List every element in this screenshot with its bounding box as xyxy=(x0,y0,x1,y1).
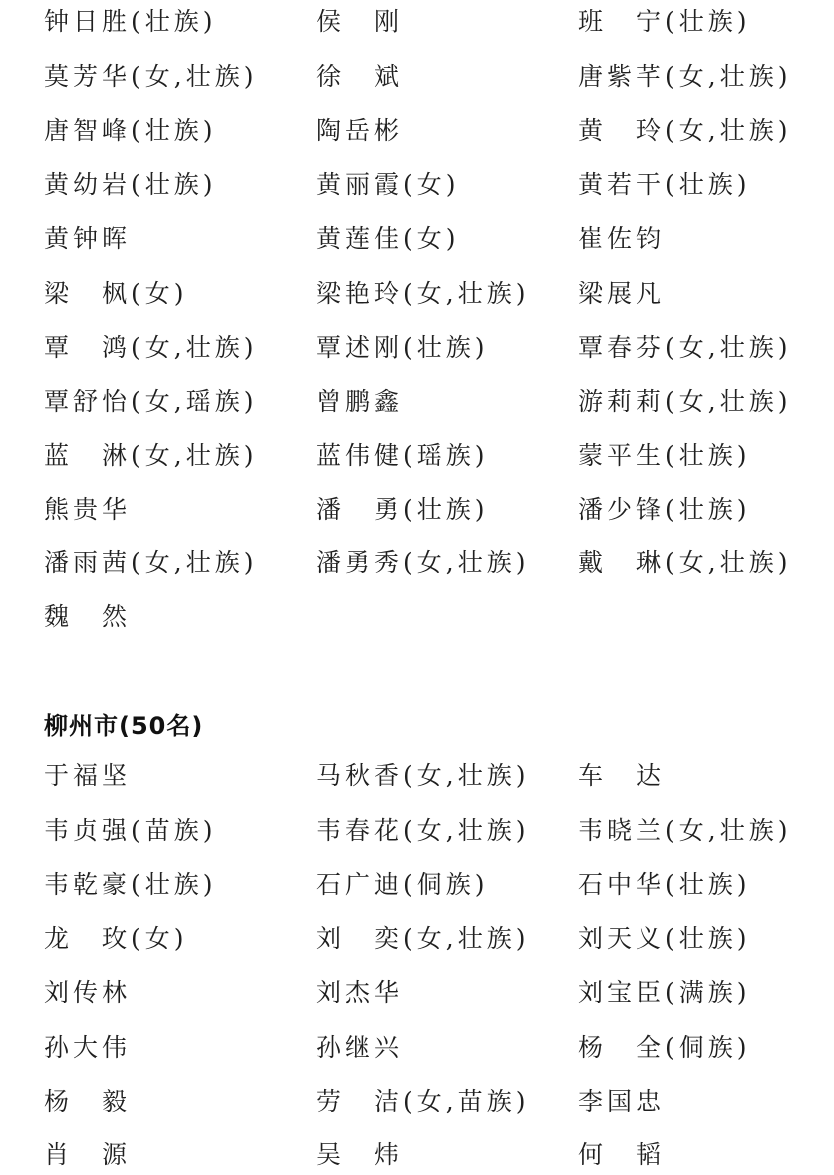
name-entry: 唐紫芊(女,壮族) xyxy=(578,62,792,91)
name-entry: 韦乾豪(壮族) xyxy=(44,870,217,899)
name-entry: 蒙平生(壮族) xyxy=(578,441,751,470)
name-entry: 潘 勇(壮族) xyxy=(316,495,489,524)
name-entry: 魏 然 xyxy=(44,602,132,631)
name-row xyxy=(0,756,834,796)
name-entry: 覃述刚(壮族) xyxy=(316,333,489,362)
name-entry: 石广迪(侗族) xyxy=(316,870,489,899)
name-entry: 钟日胜(壮族) xyxy=(44,7,217,36)
name-entry: 梁展凡 xyxy=(578,279,666,308)
name-entry: 戴 琳(女,壮族) xyxy=(578,548,792,577)
name-row xyxy=(0,919,834,959)
name-entry: 肖 源 xyxy=(44,1140,132,1169)
name-entry: 韦晓兰(女,壮族) xyxy=(578,816,792,845)
name-entry: 黄丽霞(女) xyxy=(316,170,460,199)
name-entry: 于福坚 xyxy=(44,761,132,790)
name-entry: 何 韬 xyxy=(578,1140,666,1169)
name-entry: 韦春花(女,壮族) xyxy=(316,816,530,845)
name-entry: 梁 枫(女) xyxy=(44,279,188,308)
name-entry: 覃 鸿(女,壮族) xyxy=(44,333,258,362)
name-row xyxy=(0,490,834,530)
name-row xyxy=(0,436,834,476)
name-row xyxy=(0,219,834,259)
name-entry: 潘勇秀(女,壮族) xyxy=(316,548,530,577)
name-entry: 刘 奕(女,壮族) xyxy=(316,924,530,953)
name-row xyxy=(0,111,834,151)
name-row xyxy=(0,57,834,97)
name-entry: 潘雨茜(女,壮族) xyxy=(44,548,258,577)
name-entry: 马秋香(女,壮族) xyxy=(316,761,530,790)
name-entry: 孙大伟 xyxy=(44,1033,132,1062)
name-entry: 石中华(壮族) xyxy=(578,870,751,899)
name-entry: 孙继兴 xyxy=(316,1033,404,1062)
name-entry: 曾鹏鑫 xyxy=(316,387,404,416)
name-row xyxy=(0,1028,834,1068)
name-row xyxy=(0,2,834,42)
name-entry: 蓝 淋(女,壮族) xyxy=(44,441,258,470)
name-entry: 陶岳彬 xyxy=(316,116,404,145)
name-entry: 黄若干(壮族) xyxy=(578,170,751,199)
name-entry: 黄 玲(女,壮族) xyxy=(578,116,792,145)
name-entry: 韦贞强(苗族) xyxy=(44,816,217,845)
name-entry: 刘宝臣(满族) xyxy=(578,978,751,1007)
name-entry: 蓝伟健(瑶族) xyxy=(316,441,489,470)
name-entry: 覃春芬(女,壮族) xyxy=(578,333,792,362)
name-entry: 黄钟晖 xyxy=(44,224,132,253)
name-entry: 游莉莉(女,壮族) xyxy=(578,387,792,416)
name-entry: 覃舒怡(女,瑶族) xyxy=(44,387,258,416)
name-entry: 劳 洁(女,苗族) xyxy=(316,1087,530,1116)
name-entry: 莫芳华(女,壮族) xyxy=(44,62,258,91)
name-row xyxy=(0,543,834,583)
name-row xyxy=(0,811,834,851)
name-row xyxy=(0,382,834,422)
name-row xyxy=(0,1082,834,1122)
name-row xyxy=(0,973,834,1013)
name-entry: 侯 刚 xyxy=(316,7,404,36)
name-entry: 崔佐钧 xyxy=(578,224,666,253)
name-row xyxy=(0,597,834,637)
name-row xyxy=(0,1135,834,1175)
name-row xyxy=(0,165,834,205)
name-entry: 黄幼岩(壮族) xyxy=(44,170,217,199)
name-entry: 龙 玫(女) xyxy=(44,924,188,953)
name-entry: 班 宁(壮族) xyxy=(578,7,751,36)
name-entry: 潘少锋(壮族) xyxy=(578,495,751,524)
name-row xyxy=(0,328,834,368)
name-entry: 车 达 xyxy=(578,761,666,790)
name-entry: 杨 全(侗族) xyxy=(578,1033,751,1062)
name-entry: 刘传林 xyxy=(44,978,132,1007)
name-entry: 梁艳玲(女,壮族) xyxy=(316,279,530,308)
name-entry: 熊贵华 xyxy=(44,495,132,524)
name-row xyxy=(0,274,834,314)
name-entry: 杨 毅 xyxy=(44,1087,132,1116)
name-entry: 徐 斌 xyxy=(316,62,404,91)
name-row xyxy=(0,865,834,905)
name-entry: 刘天义(壮族) xyxy=(578,924,751,953)
name-entry: 李国忠 xyxy=(578,1087,666,1116)
name-entry: 唐智峰(壮族) xyxy=(44,116,217,145)
name-entry: 黄莲佳(女) xyxy=(316,224,460,253)
name-entry: 刘杰华 xyxy=(316,978,404,1007)
section-heading-liuzhou: 柳州市(50名) xyxy=(44,712,204,740)
name-entry: 吴 炜 xyxy=(316,1140,404,1169)
